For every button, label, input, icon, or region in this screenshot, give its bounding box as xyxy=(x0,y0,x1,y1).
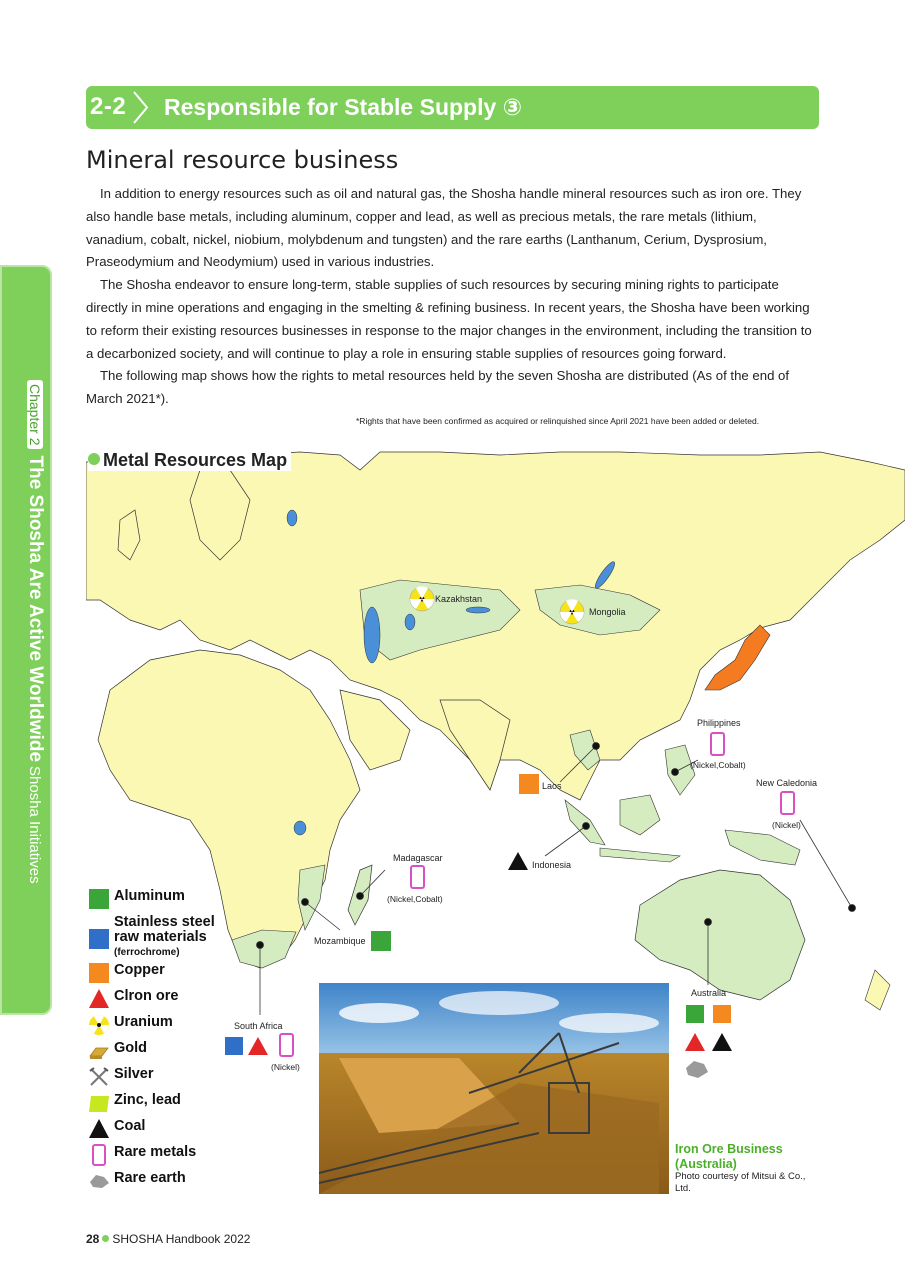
photo-caption-title: Iron Ore Business (Australia) xyxy=(675,1142,783,1171)
label-madagascar: Madagascar xyxy=(393,853,443,863)
map-title: Metal Resources Map xyxy=(88,450,291,471)
label-mongolia: Mongolia xyxy=(589,607,626,617)
green-square-icon xyxy=(88,888,110,910)
section-title: Responsible for Stable Supply ③ xyxy=(164,94,523,120)
legend-item: Rare metals xyxy=(88,1142,228,1168)
mozambique-aluminum-icon xyxy=(371,931,391,951)
section-number: 2-2 xyxy=(90,93,127,120)
body-text xyxy=(86,183,821,411)
legend-item: Copper xyxy=(88,960,228,986)
label-new-caledonia-note: (Nickel) xyxy=(772,820,801,830)
radiation-icon xyxy=(88,1014,110,1036)
legend-item: Aluminum xyxy=(88,886,228,912)
chapter-number: Chapter 2 xyxy=(27,380,43,449)
rare-metal-icon xyxy=(88,1144,110,1166)
paragraph: The Shosha endeavor to ensure long-term, stable supplies of such resources by securing mining rights to participate directly in mine operations and engaging in the smelting & refining business. In recent years, the Shosha have been working to reform their existing resources businesses in response to the major changes in the environment, including the transition to a decarbonized society, and will continue to play a role in ensuring stable supplies of resources going forward. xyxy=(86,277,812,361)
label-philippines: Philippines xyxy=(697,718,741,728)
chapter-subtitle: Shosha Initiatives xyxy=(26,766,43,884)
map-legend xyxy=(88,886,228,1194)
label-new-caledonia: New Caledonia xyxy=(756,778,818,788)
label-indonesia: Indonesia xyxy=(532,860,572,870)
bullet-dot-icon xyxy=(88,453,100,465)
chapter-side-label xyxy=(12,380,52,920)
rare-earth-icon xyxy=(88,1170,110,1192)
section-banner xyxy=(86,86,819,129)
australia-copper-icon xyxy=(713,1005,731,1023)
paragraph: The following map shows how the rights to metal resources held by the seven Shosha are distributed (As of the end of March 2021*). xyxy=(86,368,790,407)
chapter-title: The Shosha Are Active Worldwide xyxy=(25,455,46,763)
label-south-africa-note: (Nickel) xyxy=(271,1062,300,1072)
legend-item: Clron ore xyxy=(88,986,228,1012)
chevron-right-icon xyxy=(130,86,152,129)
legend-item: Coal xyxy=(88,1116,228,1142)
label-south-africa: South Africa xyxy=(234,1021,283,1031)
footnote: *Rights that have been confirmed as acquired or relinquished since April 2021 have been added or deleted. xyxy=(356,416,760,426)
paragraph: In addition to energy resources such as oil and natural gas, the Shosha handle mineral resources such as iron ore. They also handle base metals, including aluminum, copper and lead, as well as precious metals, the rare metals (lithium, vanadium, cobalt, nickel, niobium, molybdenum and tungsten) and the rare earths (Lanthanum, Cerium, Dysprosium, Praseodymium and Neodymium) used in various industries. xyxy=(86,186,802,270)
legend-item: Silver xyxy=(88,1064,228,1090)
black-triangle-icon xyxy=(88,1118,110,1140)
gold-bars-icon xyxy=(88,1040,110,1062)
philippines-rare-metal-icon xyxy=(711,733,724,755)
label-kazakhstan: Kazakhstan xyxy=(435,594,483,604)
legend-item: Rare earth xyxy=(88,1168,228,1194)
label-philippines-note: (Nickel,Cobalt) xyxy=(690,760,746,770)
label-mozambique: Mozambique xyxy=(314,936,366,946)
page-footer xyxy=(86,1232,250,1246)
south-africa-rare-metal-icon xyxy=(280,1034,293,1056)
label-laos: Laos xyxy=(542,781,562,791)
footer-dot-icon xyxy=(102,1235,109,1242)
legend-item: Stainless steel raw materials (ferrochrome) xyxy=(88,912,228,960)
legend-item: Zinc, lead xyxy=(88,1090,228,1116)
label-madagascar-note: (Nickel,Cobalt) xyxy=(387,894,443,904)
label-australia: Australia xyxy=(691,988,727,998)
blue-square-icon xyxy=(88,928,110,950)
publication-name: SHOSHA Handbook 2022 xyxy=(112,1232,251,1246)
legend-item: Gold xyxy=(88,1038,228,1064)
page-subtitle: Mineral resource business xyxy=(86,146,399,174)
legend-item: Uranium xyxy=(88,1012,228,1038)
red-triangle-icon xyxy=(88,988,110,1010)
madagascar-rare-metal-icon xyxy=(411,866,424,888)
zinc-lead-icon xyxy=(88,1092,110,1114)
laos-copper-icon xyxy=(519,774,539,794)
new-caledonia-rare-metal-icon xyxy=(781,792,794,814)
crossed-tools-icon xyxy=(88,1066,110,1088)
orange-square-icon xyxy=(88,962,110,984)
page-number: 28 xyxy=(86,1232,100,1246)
australia-aluminum-icon xyxy=(686,1005,704,1023)
photo-caption-credit: Photo courtesy of Mitsui & Co., Ltd. xyxy=(675,1171,806,1194)
iron-ore-photo xyxy=(319,983,669,1194)
